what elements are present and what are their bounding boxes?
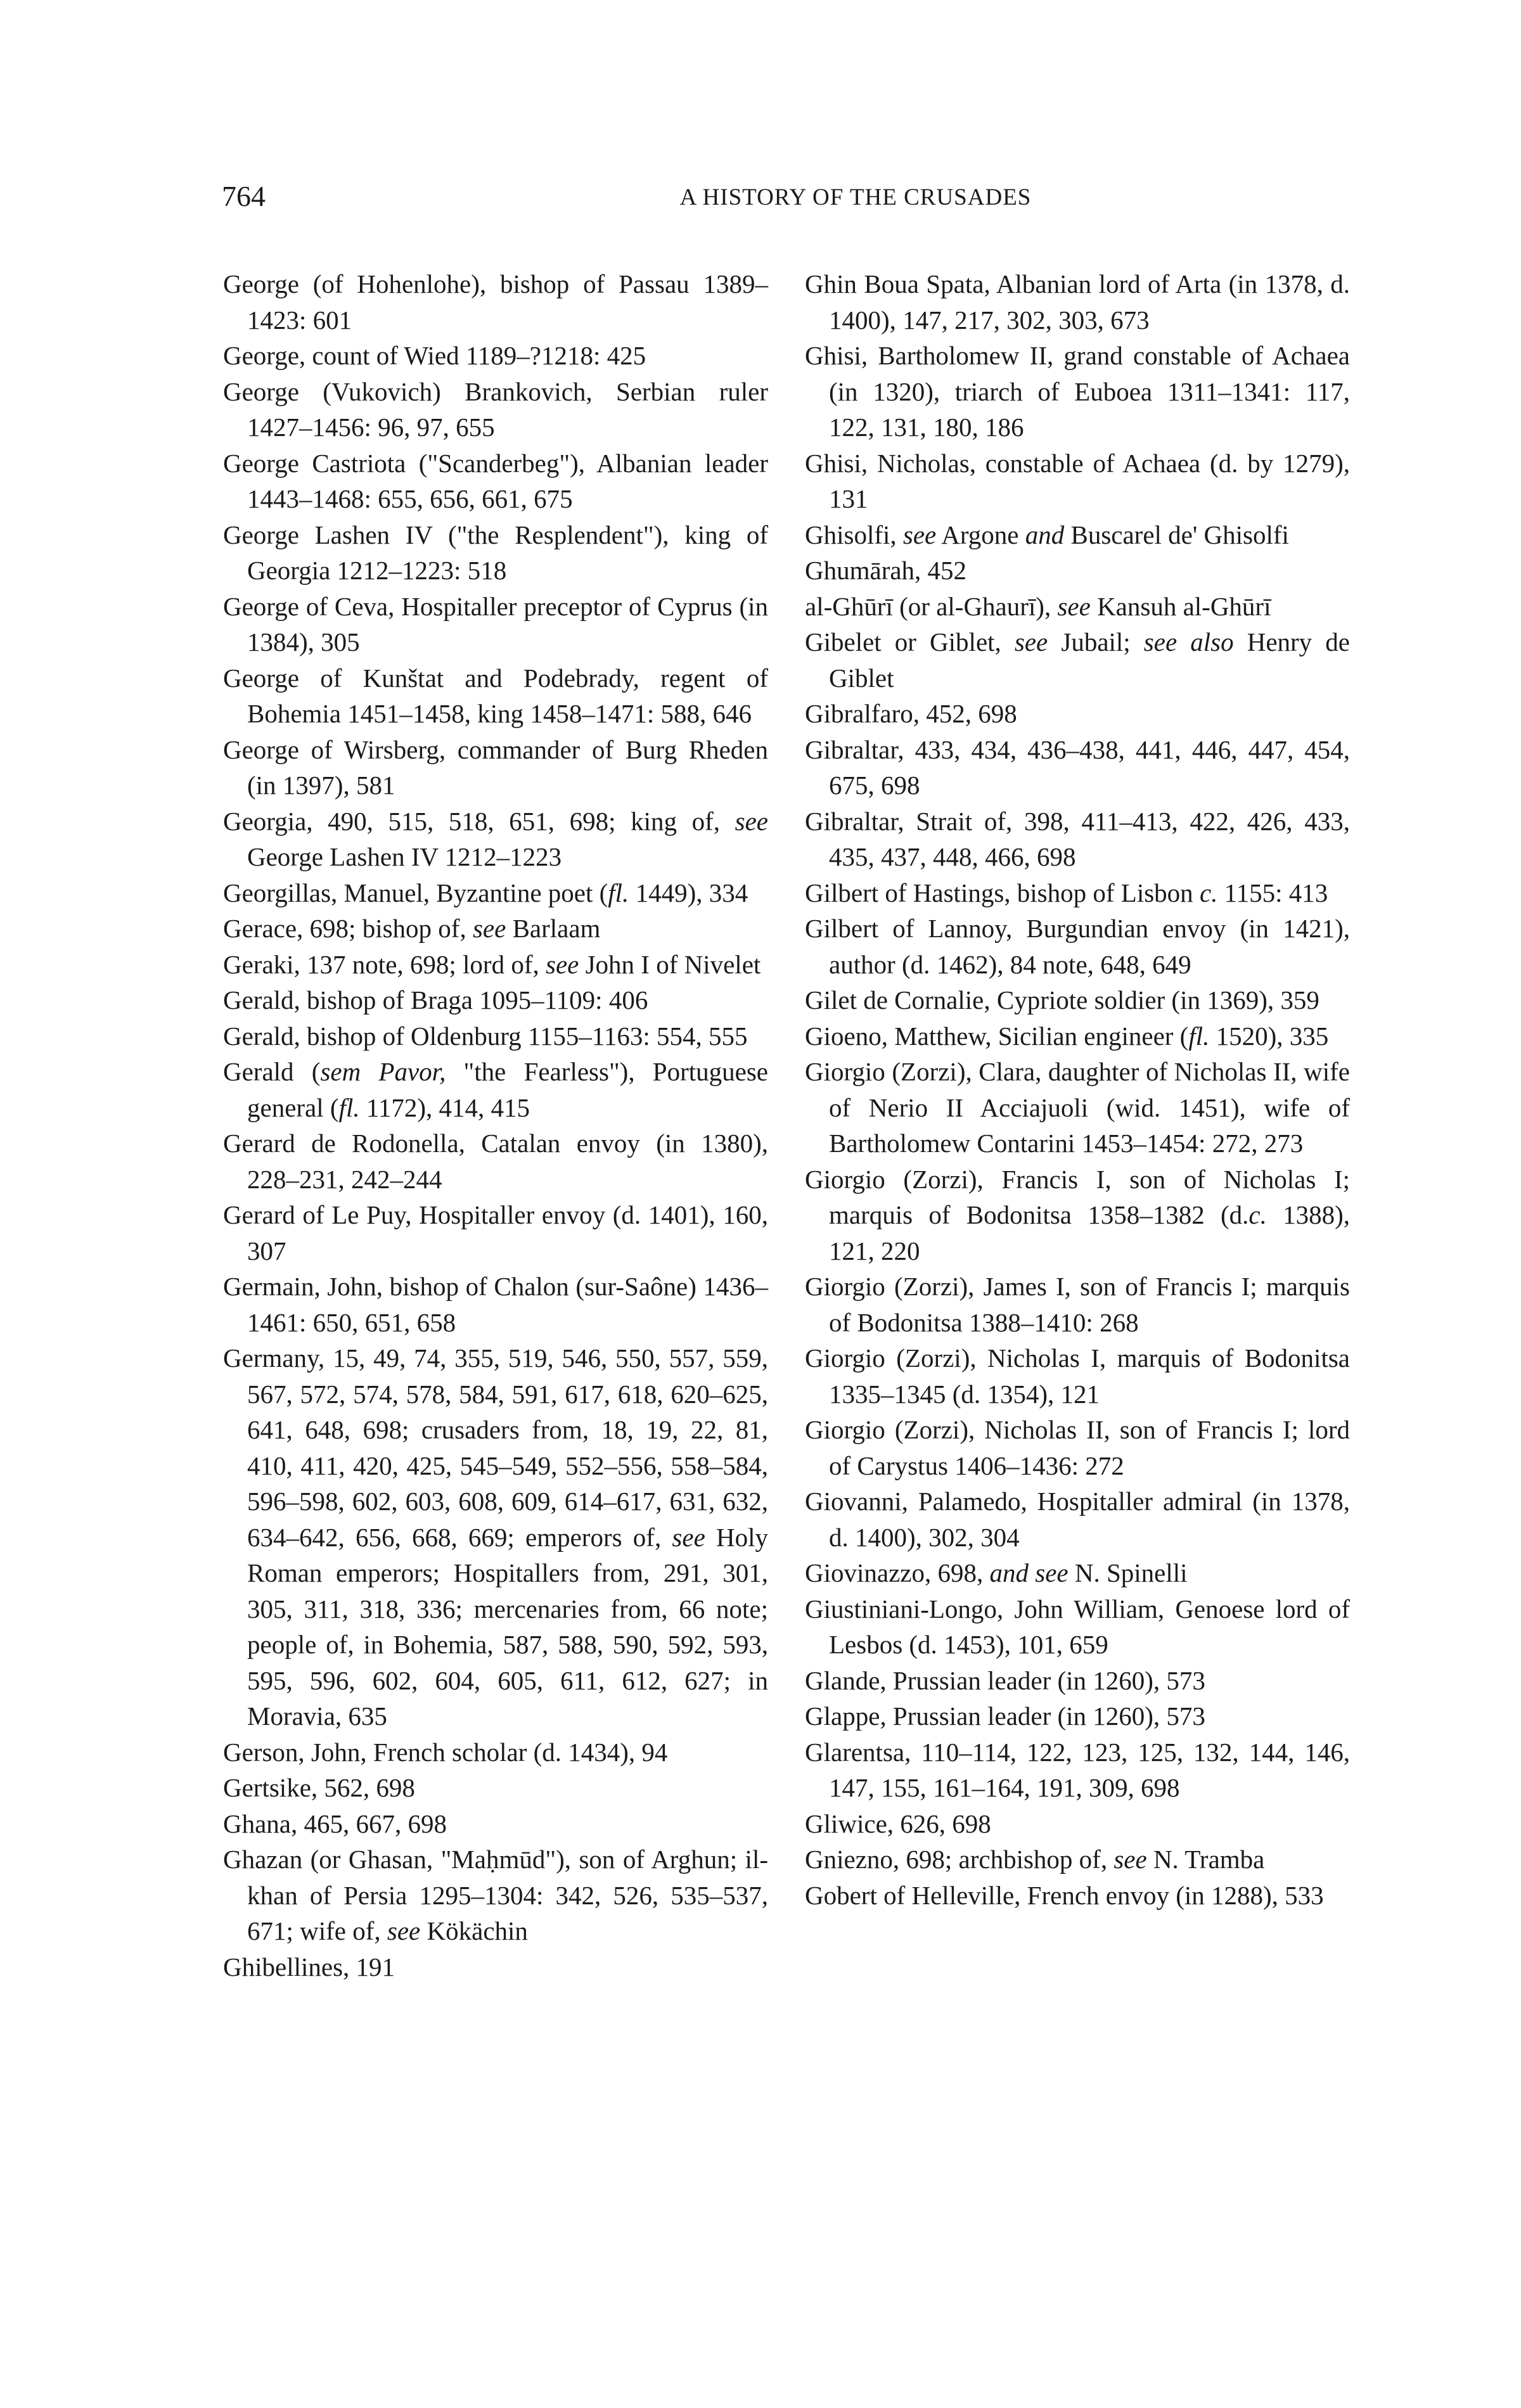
index-entry: Gniezno, 698; archbishop of, see N. Tramba [805, 1845, 1265, 1874]
index-entry: Ghana, 465, 667, 698 [223, 1809, 447, 1838]
index-entry: Gibelet or Giblet, see Jubail; see also Henry de Giblet [805, 627, 1350, 693]
index-entry: George of Kunštat and Podebrady, regent of Bohemia 1451–1458, king 1458–1471: 588, 646 [223, 663, 768, 728]
index-entry: Gioeno, Matthew, Sicilian engineer (fl. 1520), 335 [805, 1021, 1329, 1051]
index-entry: Giorgio (Zorzi), Nicholas I, marquis of Bodonitsa 1335–1345 (d. 1354), 121 [805, 1343, 1350, 1409]
index-entry: Giorgio (Zorzi), Clara, daughter of Nicholas II, wife of Nerio II Acciajuoli (wid. 1451), wife of Bartholomew Contarini 1453–1454: 272, 273 [805, 1057, 1350, 1158]
index-entry: Gobert of Helleville, French envoy (in 1288), 533 [805, 1880, 1324, 1910]
index-entry: Ghisi, Nicholas, constable of Achaea (d. by 1279), 131 [805, 448, 1350, 513]
index-entry: Gilet de Cornalie, Cypriote soldier (in 1369), 359 [805, 985, 1319, 1015]
index-entry: Gibralfaro, 452, 698 [805, 699, 1017, 728]
index-entry: Germain, John, bishop of Chalon (sur-Saône) 1436–1461: 650, 651, 658 [223, 1272, 768, 1337]
index-column-right [805, 266, 1350, 1913]
index-entry: Geraki, 137 note, 698; lord of, see John I of Nivelet [223, 949, 761, 979]
index-entry: George (of Hohenlohe), bishop of Passau 1389–1423: 601 [223, 269, 768, 335]
index-entry: Ghibellines, 191 [223, 1952, 395, 1982]
index-entry: Georgia, 490, 515, 518, 651, 698; king of, see George Lashen IV 1212–1223 [223, 806, 768, 871]
index-entry: Glarentsa, 110–114, 122, 123, 125, 132, 144, 146, 147, 155, 161–164, 191, 309, 698 [805, 1737, 1350, 1802]
index-entry: George of Ceva, Hospitaller preceptor of Cyprus (in 1384), 305 [223, 591, 768, 656]
index-entry: Ghumārah, 452 [805, 556, 967, 585]
index-entry: Gliwice, 626, 698 [805, 1809, 991, 1838]
index-entry: Ghazan (or Ghasan, "Maḥmūd"), son of Arghun; il-khan of Persia 1295–1304: 342, 526, 535–537, 671; wife of, see Kökächin [223, 1845, 768, 1945]
index-entry: Giorgio (Zorzi), James I, son of Francis I; marquis of Bodonitsa 1388–1410: 268 [805, 1272, 1350, 1337]
index-entry: Georgillas, Manuel, Byzantine poet (fl. 1449), 334 [223, 878, 748, 907]
index-column-left [223, 266, 768, 1985]
index-entry: George, count of Wied 1189–?1218: 425 [223, 341, 646, 370]
index-entry: Germany, 15, 49, 74, 355, 519, 546, 550, 557, 559, 567, 572, 574, 578, 584, 591, 617, 618, 620–625, 641, 648, 698; crusaders from, 18, 19, 22, 81, 410, 411, 420, 425, 545–549, 552–556, 558–584, 596–598, 602, 603, 608, 609, 614–617, 631, 632, 634–642, 656, 668, 669; emperors of, see Holy Roman emperors; Hospitallers from, 291, 301, 305, 311, 318, 336; mercenaries from, 66 note; people of, in Bohemia, 587, 588, 590, 592, 593, 595, 596, 602, 604, 605, 611, 612, 627; in Moravia, 635 [223, 1343, 769, 1731]
index-entry: Gerard de Rodonella, Catalan envoy (in 1380), 228–231, 242–244 [223, 1129, 768, 1194]
index-entry: Giorgio (Zorzi), Francis I, son of Nicholas I; marquis of Bodonitsa 1358–1382 (d.c. 1388), 121, 220 [805, 1164, 1350, 1265]
index-entry: George Lashen IV ("the Resplendent"), king of Georgia 1212–1223: 518 [223, 520, 768, 585]
page-number: 764 [222, 180, 266, 212]
index-entry: Gerald, bishop of Oldenburg 1155–1163: 554, 555 [223, 1021, 748, 1051]
index-entry: Giovinazzo, 698, and see N. Spinelli [805, 1558, 1188, 1587]
index-entry: Ghisi, Bartholomew II, grand constable of Achaea (in 1320), triarch of Euboea 1311–1341: 117, 122, 131, 180, 186 [805, 341, 1350, 442]
index-entry: Ghin Boua Spata, Albanian lord of Arta (in 1378, d. 1400), 147, 217, 302, 303, 673 [805, 269, 1350, 335]
index-entry: Glappe, Prussian leader (in 1260), 573 [805, 1701, 1205, 1731]
index-entry: Giustiniani-Longo, John William, Genoese lord of Lesbos (d. 1453), 101, 659 [805, 1594, 1350, 1659]
index-entry: Gerard of Le Puy, Hospitaller envoy (d. 1401), 160, 307 [223, 1200, 768, 1265]
index-entry: Gerald (sem Pavor, "the Fearless"), Portuguese general (fl. 1172), 414, 415 [223, 1057, 769, 1122]
index-entry: Gibraltar, Strait of, 398, 411–413, 422, 426, 433, 435, 437, 448, 466, 698 [805, 806, 1350, 871]
index-entry: George Castriota ("Scanderbeg"), Albanian leader 1443–1468: 655, 656, 661, 675 [223, 448, 768, 513]
index-entry: Gerald, bishop of Braga 1095–1109: 406 [223, 985, 648, 1015]
index-entry: Gertsike, 562, 698 [223, 1773, 415, 1802]
index-entry: George of Wirsberg, commander of Burg Rheden (in 1397), 581 [223, 734, 768, 800]
index-entry: Giorgio (Zorzi), Nicholas II, son of Francis I; lord of Carystus 1406–1436: 272 [805, 1415, 1350, 1480]
index-entry: Gerson, John, French scholar (d. 1434), 94 [223, 1737, 668, 1767]
running-head: A HISTORY OF THE CRUSADES [679, 184, 1032, 210]
index-entry: Gilbert of Hastings, bishop of Lisbon c. 1155: 413 [805, 878, 1328, 907]
index-entry: Gibraltar, 433, 434, 436–438, 441, 446, 447, 454, 675, 698 [805, 734, 1350, 800]
index-entry: George (Vukovich) Brankovich, Serbian ruler 1427–1456: 96, 97, 655 [223, 376, 768, 442]
index-entry: Gilbert of Lannoy, Burgundian envoy (in 1421), author (d. 1462), 84 note, 648, 649 [805, 914, 1350, 979]
index-entry: Giovanni, Palamedo, Hospitaller admiral (in 1378, d. 1400), 302, 304 [805, 1487, 1350, 1552]
index-entry: Gerace, 698; bishop of, see Barlaam [223, 914, 601, 943]
index-entry: Ghisolfi, see Argone and Buscarel de' Ghisolfi [805, 520, 1289, 549]
index-entry: al-Ghūrī (or al-Ghaurī), see Kansuh al-Ghūrī [805, 591, 1271, 621]
index-entry: Glande, Prussian leader (in 1260), 573 [805, 1665, 1205, 1695]
